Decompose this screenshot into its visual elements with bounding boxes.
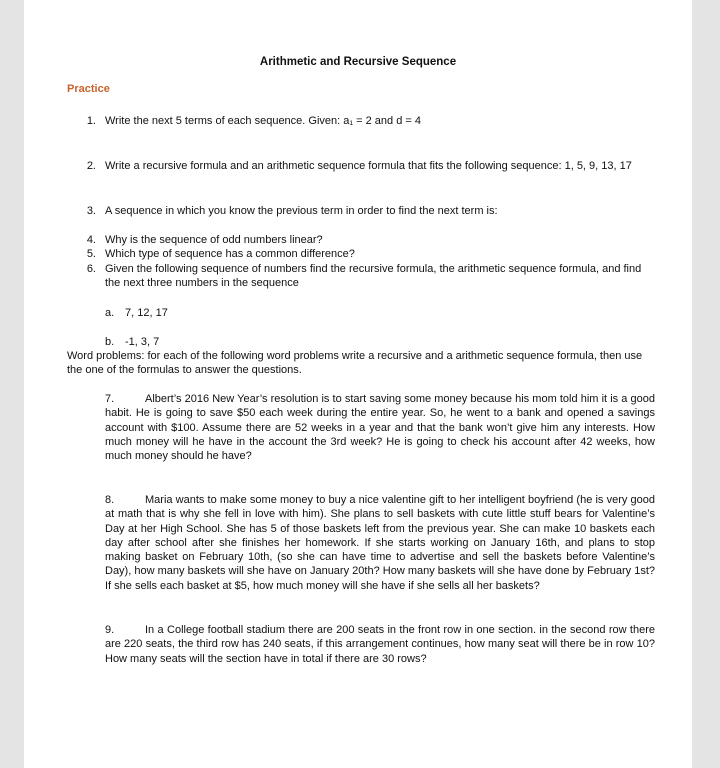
item-number: 4. [86,234,96,246]
page-title: Arithmetic and Recursive Sequence [259,56,457,68]
item-text: Which type of sequence has a common difference? [105,248,355,260]
section-heading: Practice [67,83,110,95]
subitem-text: 7, 12, 17 [125,307,168,319]
item-number: 5. [86,248,96,260]
subitem-label: a. [105,307,115,319]
word-problem [105,493,655,593]
item-number: 3. [86,205,96,217]
subitem-text: -1, 3, 7 [125,336,160,348]
document-page [24,0,692,768]
word-problem [105,623,655,666]
item-text: A sequence in which you know the previous term in order to find the next term is: [105,205,498,217]
word-problem [105,392,655,463]
word-problems-intro: Word problems: for each of the following word problems write a recursive and a arithmetic sequence formula, then use the one of the formulas to answer the questions. [67,350,643,377]
problem-number: 8. [105,494,115,506]
subitem-label: b. [105,336,115,348]
item-number: 6. [86,263,96,275]
problem-number: 9. [105,624,115,636]
problem-text: Albert’s 2016 New Year’s resolution is to start saving some money because his mom told him it is a good habit. He is going to save $50 each week during the entire year. So, he went to a bank and opened a savings account with $100. Assume there are 52 weeks in a year and that the bank won’t give him any interests. How much money will he have in the account the 3rd week? He is going to check his account after 42 weeks, how much money should he have? [105,393,655,463]
item-text: Given the following sequence of numbers find the recursive formula, the arithmetic sequence formula, and find the next three numbers in the sequence [105,263,642,290]
item-text: Write a recursive formula and an arithmetic sequence formula that fits the following sequence: 1, 5, 9, 13, 17 [105,160,632,172]
problem-text: Maria wants to make some money to buy a nice valentine gift to her intelligent boyfriend (he is very good at math that is why she fell in love with him). She plans to sell baskets with cute little stuff bears for Valentine’s Day at her High School. She has 5 of those baskets left from the previous year. She can make 10 baskets each day after school after she finishes her homework. If she starts working on January 16th, and plans to stop making basket on February 10th, (so she can have time to advertise and sell the baskets before Valentine’s Day), how many baskets will she have on January 20th? How many baskets will she have done by February 1st? If she sells each basket at $5, how much money will she have if she sells all her baskets? [105,494,655,592]
item-text: Write the next 5 terms of each sequence. Given: a₁ = 2 and d = 4 [105,115,421,127]
item-text: Why is the sequence of odd numbers linear? [105,234,323,246]
problem-text: In a College football stadium there are 200 seats in the front row in one section. in the second row there are 220 seats, the third row has 240 seats, if this arrangement continues, how many seat will there be in row 10? How many seats will the section have in total if there are 30 rows? [105,624,655,665]
item-number: 1. [86,115,96,127]
problem-number: 7. [105,393,115,405]
item-number: 2. [86,160,96,172]
